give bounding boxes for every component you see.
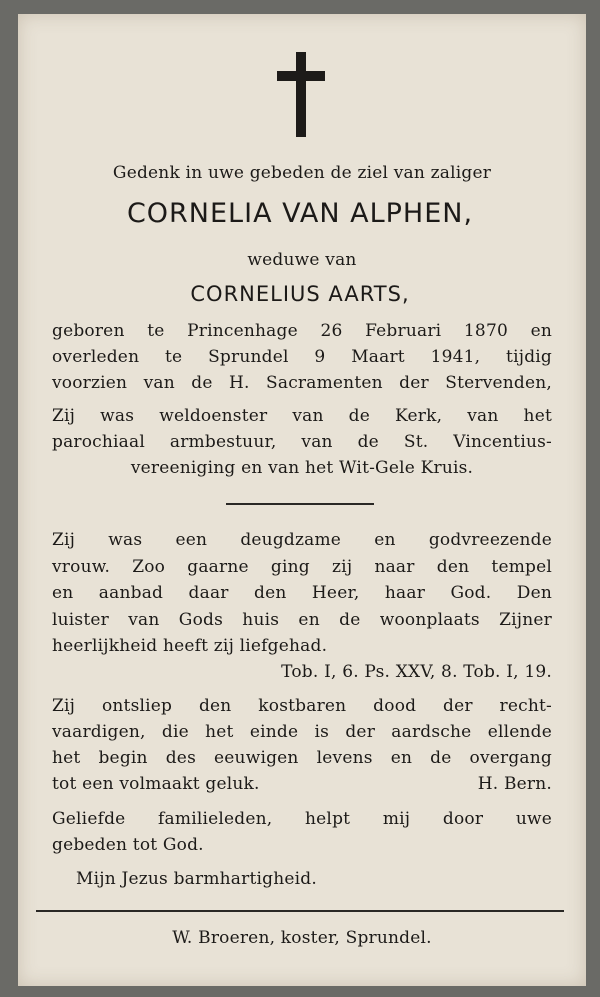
virtue-line: Zij was een deugdzame en godvreezende: [52, 530, 552, 550]
sleep-line: het begin des eeuwigen levens en de overgang: [52, 748, 552, 768]
charity-line: vereeniging en van het Wit-Gele Kruis.: [130, 458, 474, 478]
bio-line: overleden te Sprundel 9 Maart 1941, tijdig: [52, 347, 552, 367]
divider: [36, 910, 564, 912]
prayer-text: Mijn Jezus barmhartigheid.: [76, 869, 317, 889]
divider: [226, 503, 374, 505]
charity-line: Zij was weldoenster van de Kerk, van het: [52, 406, 552, 426]
deceased-name: CORNELIA VAN ALPHEN,: [126, 198, 474, 229]
intro-text: Gedenk in uwe gebeden de ziel van zaliger: [112, 163, 492, 183]
charity-line: parochiaal armbestuur, van de St. Vincentius-: [52, 432, 552, 452]
sleep-line: vaardigen, die het einde is der aardsche ellende: [52, 722, 552, 742]
plea-line: Geliefde familieleden, helpt mij door uwe: [52, 809, 552, 829]
sleep-line: tot een volmaakt geluk.: [52, 774, 260, 794]
plea-line: gebeden tot God.: [52, 835, 204, 855]
cross-icon: [277, 52, 325, 137]
bio-line: voorzien van de H. Sacramenten der Stervenden,: [52, 373, 552, 393]
virtue-line: en aanbad daar den Heer, haar God. Den: [52, 583, 552, 603]
relation-text: weduwe van: [247, 250, 357, 270]
bio-line: geboren te Princenhage 26 Februari 1870 en: [52, 321, 552, 341]
sleep-last-row: [52, 774, 552, 794]
spouse-name: CORNELIUS AARTS,: [190, 282, 410, 306]
virtue-line: luister van Gods huis en de woonplaats Zijner: [52, 610, 552, 630]
sleep-citation: H. Bern.: [477, 774, 552, 794]
sleep-line: Zij ontsliep den kostbaren dood der recht-: [52, 696, 552, 716]
printer-credit: W. Broeren, koster, Sprundel.: [172, 928, 432, 948]
virtue-line: heerlijkheid heeft zij liefgehad.: [52, 636, 328, 656]
virtue-citation: Tob. I, 6. Ps. XXV, 8. Tob. I, 19.: [281, 662, 552, 682]
virtue-line: vrouw. Zoo gaarne ging zij naar den tempel: [52, 557, 552, 577]
